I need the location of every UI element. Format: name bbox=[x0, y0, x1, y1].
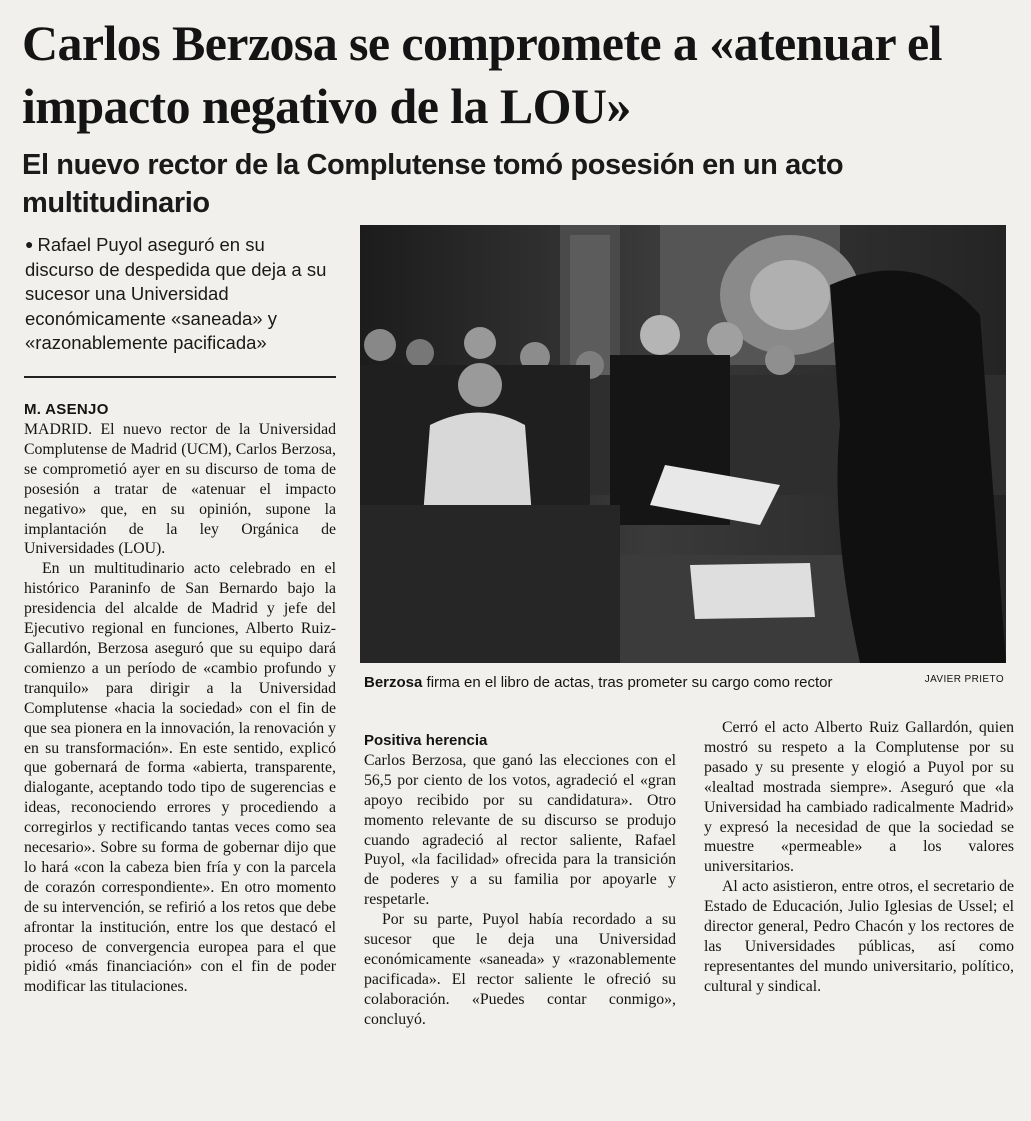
paragraph-5: Cerró el acto Alberto Ruiz Gallardón, quien mostró su respeto a la Complutense por su pasado y su presente y elogió a Puyol por su «lealtad mostrada siempre». Aseguró que «la Universidad ha cambiado radicalmente Madrid» y expresó la necesidad de que la sociedad se muestre «permeable» a los valores universitarios. bbox=[704, 719, 1014, 876]
subtitle bbox=[22, 146, 1022, 222]
ceremony-photo-illustration bbox=[360, 225, 1006, 663]
paragraph-1: MADRID. El nuevo rector de la Universidad Complutense de Madrid (UCM), Carlos Berzosa, se comprometió ayer en su discurso de toma de posesión a tratar de «atenuar el impacto negativo» que, en su opinión, supone la implantación de la ley Orgánica de Universidades (LOU). bbox=[24, 421, 336, 558]
paragraph-6: Al acto asistieron, entre otros, el secretario de Estado de Educación, Julio Iglesias de Ussel; el director general, Pedro Chacón y los rectores de las Universidades públicas, así como representantes del mundo universitario, político, cultural y sindical. bbox=[704, 878, 1014, 995]
bullet-icon: ● bbox=[25, 236, 34, 252]
byline: M. ASENJO bbox=[24, 401, 109, 418]
paragraph-3: Carlos Berzosa, que ganó las elecciones con el 56,5 por ciento de los votos, agradeció el «gran apoyo recibido por su candidatura». Otro momento relevante de su discurso se produjo cuando agradeció al rector saliente, Rafael Puyol, «la facilidad» ofrecida para la transición de poderes y a su familia por apoyarle y respetarle. bbox=[364, 751, 676, 909]
headline bbox=[22, 12, 1012, 138]
caption-text: firma en el libro de actas, tras prometer su cargo como rector bbox=[422, 674, 833, 691]
summary-text: Rafael Puyol aseguró en su discurso de despedida que deja a su sucesor una Universidad económicamente «saneada» y «razonablemente pacificada» bbox=[25, 234, 327, 353]
photo-caption bbox=[364, 674, 1004, 691]
paragraph-4: Por su parte, Puyol había recordado a su sucesor que le deja una Universidad económicamente «saneada» y «razonablemente pacificada». El rector saliente le ofreció su colaboración. «Puedes contar conmigo», concluyó. bbox=[364, 911, 676, 1028]
caption-strong: Berzosa bbox=[364, 674, 423, 691]
summary-bullet bbox=[25, 232, 337, 356]
article-column-2 bbox=[364, 718, 676, 1030]
article-photo bbox=[360, 225, 1006, 663]
article-column-1 bbox=[24, 420, 336, 997]
photo-credit: JAVIER PRIETO bbox=[924, 674, 1004, 685]
headline-text: Carlos Berzosa se compromete a «atenuar el impacto negativo de la LOU» bbox=[22, 15, 942, 134]
article-column-3 bbox=[704, 718, 1014, 997]
paragraph-2-text: En un multitudinario acto celebrado en el histórico Paraninfo de San Bernardo bajo la presidencia del alcalde de Madrid y jefe del Ejecutivo regional en funciones, Alberto Ruiz-Gallardón, Berzosa aseguró que su equipo dará comienzo a un período de «cambio profundo y tranquilo» para dirigir a la Universidad Complutense «hacia la sociedad» con el fin de que sea pionera en la innovación, la renovación y en su transformación». En este sentido, explicó que gobernará de forma «abierta, transparente, dialogante, aceptando todo tipo de sugerencias e ideas, reconociendo errores y procediendo a corregirlos y rectificando tantas veces como sea necesario». Sobre su forma de gobernar dijo que lo hará «con la cabeza bien fría y con la parcela de corazón correspondiente». En otro momento de su intervención, se refirió a los retos que debe afrontar la institución, entre los que destacó el proceso de convergencia europea para el que pidió «más financiación» con el fin de poder modificar las titulaciones. bbox=[24, 560, 336, 996]
paragraph-2 bbox=[24, 559, 336, 997]
subtitle-text: El nuevo rector de la Complutense tomó posesión en un acto multitudinario bbox=[22, 149, 844, 219]
summary-divider bbox=[24, 376, 336, 378]
subhead: Positiva herencia bbox=[364, 732, 488, 749]
